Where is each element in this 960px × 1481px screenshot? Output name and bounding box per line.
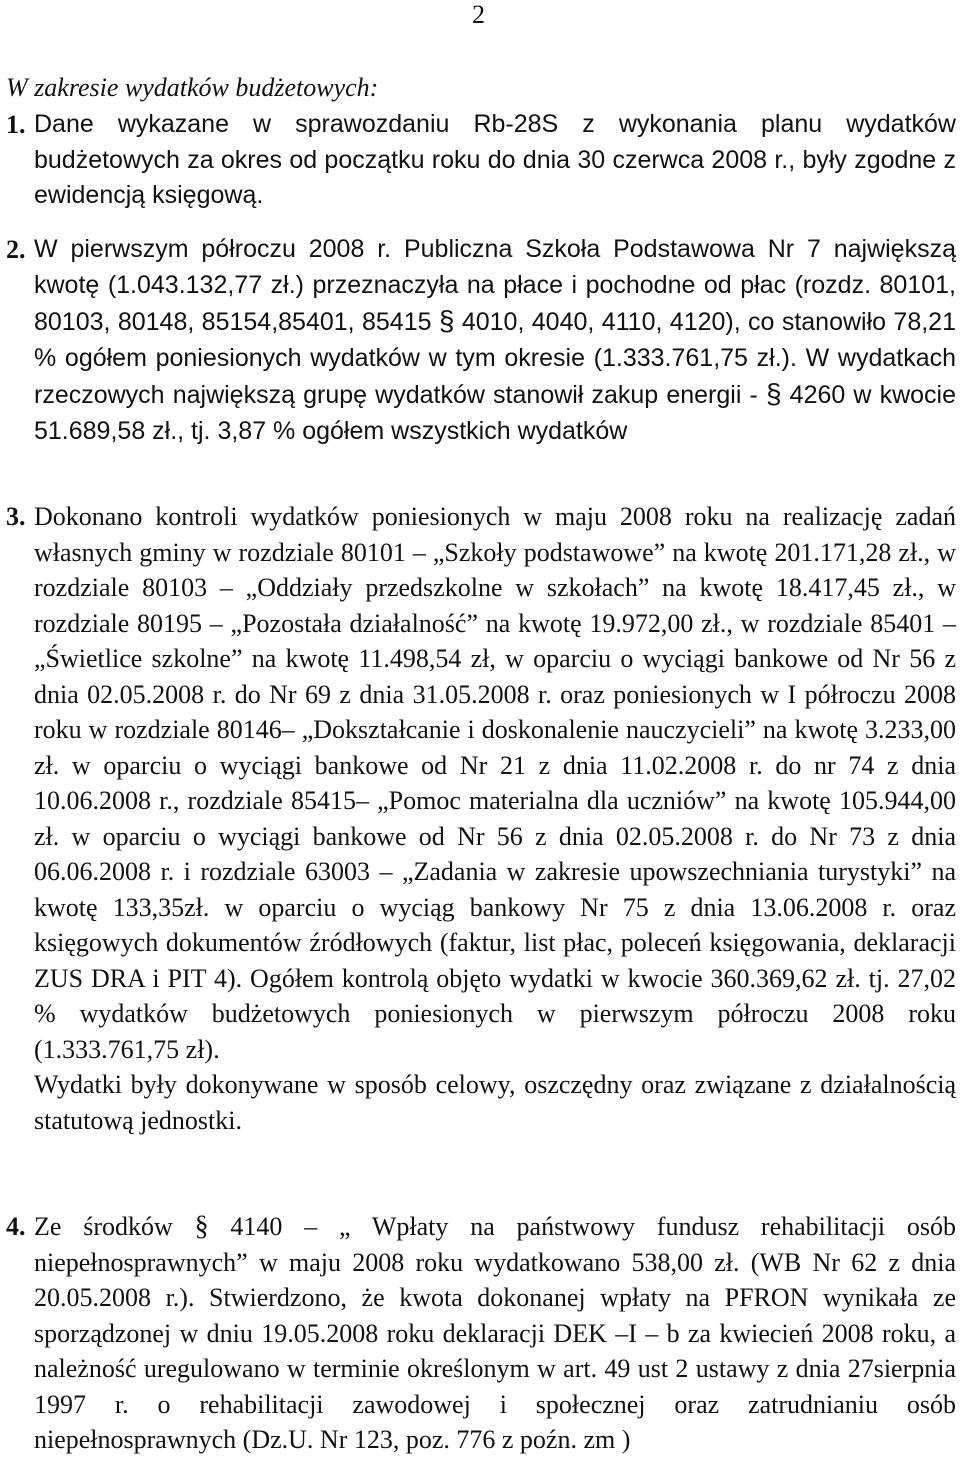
item-text-conclusion: Wydatki były dokonywane w sposób celowy, oszczędny oraz związane z działalnością statutową jednostki. bbox=[34, 1070, 956, 1135]
item-text: Dokonano kontroli wydatków poniesionych w maju 2008 roku na realizację zadań własnych gminy w rozdziale 80101 – „Szkoły podstawowe” na kwotę 201.171,28 zł., w rozdziale 80103 – „Oddziały przedszkolne w szkołach” na kwotę 18.417,45 zł., w rozdziale 80195 – „Pozostała działalność” na kwotę 19.972,00 zł., w rozdziale 85401 – „Świetlice szkolne” na kwotę 11.498,54 zł, w oparciu o wyciągi bankowe od Nr 56 z dnia 02.05.2008 r. do Nr 69 z dnia 31.05.2008 r. oraz poniesionych w I półroczu 2008 roku w rozdziale 80146– „Dokształcanie i doskonalenie nauczycieli” na kwotę 3.233,00 zł. w oparciu o wyciągi bankowe od Nr 21 z dnia 11.02.2008 r. do nr 74 z dnia 10.06.2008 r., rozdziale 85415– „Pomoc materialna dla uczniów” na kwotę 105.944,00 zł. w oparciu o wyciągi bankowe od Nr 56 z dnia 02.05.2008 r. do Nr 73 z dnia 06.06.2008 r. i rozdziale 63003 – „Zadania w zakresie upowszechniania turystyki” na kwotę 133,35zł. w oparciu o wyciąg bankowy Nr 75 z dnia 13.06.2008 r. oraz księgowych dokumentów źródłowych (faktur, list płac, poleceń księgowania, deklaracji ZUS DRA i PIT 4). Ogółem kontrolą objęto wydatki w kwocie 360.369,62 zł. tj. 27,02 % wydatków budżetowych poniesionych w pierwszym półroczu 2008 roku (1.333.761,75 zł). bbox=[34, 502, 956, 1064]
item-text bbox=[34, 232, 956, 449]
item-text: Dane wykazane w sprawozdaniu Rb-28S z wykonania planu wydatków budżetowych za okres od początku roku do dnia 30 czerwca 2008 r., były zgodne z ewidencją księgową. bbox=[34, 110, 956, 209]
item-text-part: 4260 w kwocie 51.689,58 zł., tj. 3,87 % ogółem wszystkich wydatków bbox=[34, 381, 956, 445]
section-heading: W zakresie wydatków budżetowych: bbox=[6, 73, 379, 102]
item-text-part: Ze środków bbox=[34, 1212, 195, 1241]
item-text bbox=[34, 1209, 956, 1458]
item-number: 4. bbox=[6, 1212, 26, 1241]
item-text-part: W pierwszym półroczu 2008 r. Publiczna Szkoła Podstawowa Nr 7 największą kwotę (1.043.132,77 zł.) przeznaczyła na płace i pochodne od płac (rozdz. 80101, 80103, 80148, 85154,85401, 85415 bbox=[34, 235, 956, 336]
item-number: 2. bbox=[6, 235, 26, 264]
item-number: 3. bbox=[6, 502, 26, 531]
item-text-part: 4010, 4040, 4110, 4120), co stanowiło 78,21 % ogółem poniesionych wydatków w tym okresie (1.333.761,75 zł.). W wydatkach rzeczowych największą grupę wydatków stanowił zakup energii - bbox=[34, 308, 956, 409]
section-symbol: § bbox=[765, 378, 782, 409]
list-item-4 bbox=[6, 1209, 956, 1458]
list-item-3 bbox=[6, 499, 956, 1138]
item-number: 1. bbox=[6, 110, 26, 139]
list-item-1 bbox=[6, 107, 956, 214]
section-symbol: § bbox=[438, 305, 455, 336]
page-number: 2 bbox=[472, 0, 485, 29]
list-item-2 bbox=[6, 232, 956, 449]
item-text-part: 4140 – „ Wpłaty na państwowy fundusz rehabilitacji osób niepełnosprawnych” w maju 2008 roku wydatkowano 538,00 zł. (WB Nr 62 z dnia 20.05.2008 r.). Stwierdzono, że kwota dokonanej wpłaty na PFRON wynikała ze sporządzonej w dniu 19.05.2008 roku deklaracji DEK –I – b za kwiecień 2008 roku, a należność uregulowano w terminie określonym w art. 49 ust 2 ustawy z dnia 27sierpnia 1997 r. o rehabilitacji zawodowej i społecznej oraz zatrudnianiu osób niepełnosprawnych (Dz.U. Nr 123, poz. 776 z poźn. zm ) bbox=[34, 1212, 956, 1454]
section-symbol: § bbox=[194, 1211, 209, 1242]
